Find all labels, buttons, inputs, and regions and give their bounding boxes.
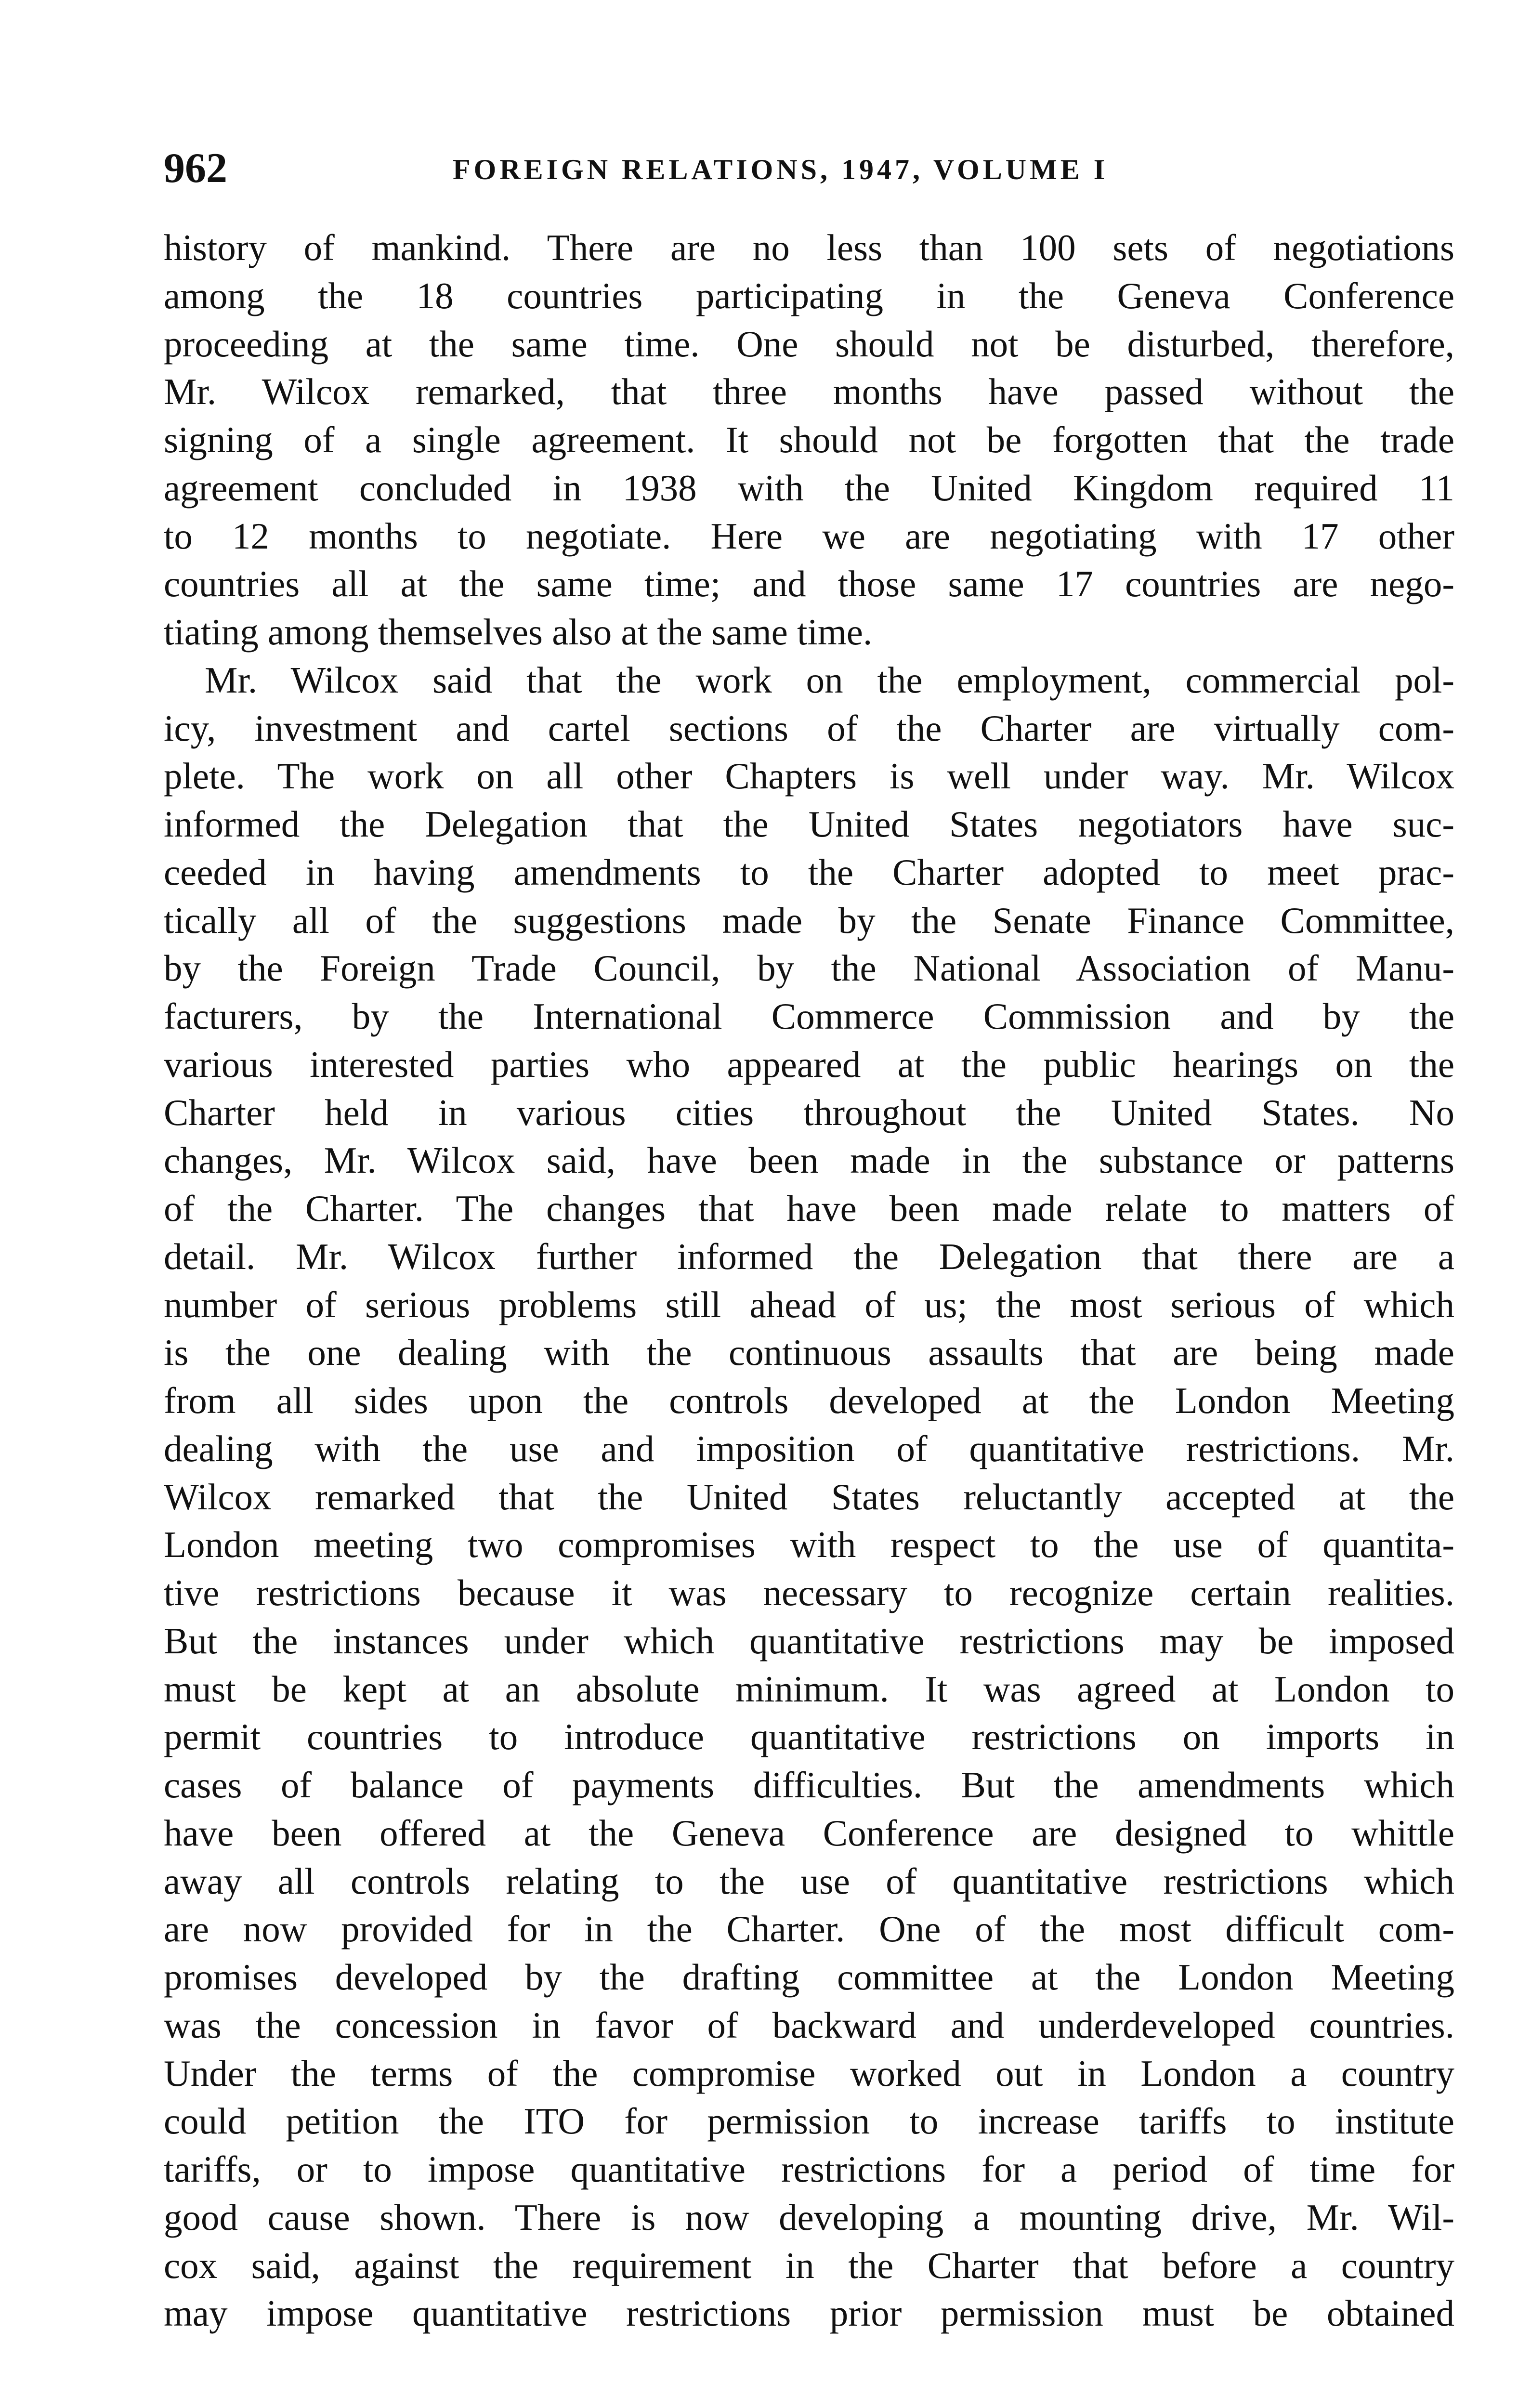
text-line: tariffs, or to impose quantitative restrictions for a period of time for	[164, 2148, 1454, 2190]
text-line: agreement concluded in 1938 with the United Kingdom required 11	[164, 467, 1454, 509]
text-line: various interested parties who appeared at the public hearings on the	[164, 1043, 1454, 1085]
text-line: Mr. Wilcox said that the work on the employment, commercial pol-	[205, 659, 1454, 701]
text-line: Charter held in various cities throughout the United States. No	[164, 1091, 1454, 1133]
text-line: tiating among themselves also at the same time.	[164, 611, 873, 653]
text-line: changes, Mr. Wilcox said, have been made in the substance or patterns	[164, 1139, 1454, 1181]
text-line: signing of a single agreement. It should not be forgotten that the trade	[164, 419, 1454, 460]
page-header	[164, 140, 1454, 197]
text-line: permit countries to introduce quantitative restrictions on imports in	[164, 1716, 1454, 1758]
text-line: among the 18 countries participating in the Geneva Conference	[164, 275, 1454, 316]
text-line: tive restrictions because it was necessary to recognize certain realities.	[164, 1572, 1454, 1613]
text-line: must be kept at an absolute minimum. It was agreed at London to	[164, 1668, 1454, 1710]
body-text	[164, 224, 1454, 2338]
text-line: dealing with the use and imposition of quantitative restrictions. Mr.	[164, 1427, 1454, 1469]
text-line: cases of balance of payments difficulties. But the amendments which	[164, 1764, 1454, 1806]
text-line: is the one dealing with the continuous assaults that are being made	[164, 1332, 1454, 1374]
text-line: may impose quantitative restrictions prior permission must be obtained	[164, 2292, 1454, 2334]
text-line: tically all of the suggestions made by the Senate Finance Committee,	[164, 899, 1454, 941]
text-line: proceeding at the same time. One should not be disturbed, therefore,	[164, 323, 1454, 365]
text-line: of the Charter. The changes that have been made relate to matters of	[164, 1188, 1454, 1229]
text-line: from all sides upon the controls developed at the London Meeting	[164, 1380, 1454, 1421]
text-line: detail. Mr. Wilcox further informed the Delegation that there are a	[164, 1235, 1454, 1277]
text-line: countries all at the same time; and those same 17 countries are nego-	[164, 563, 1454, 605]
text-line: ceeded in having amendments to the Charter adopted to meet prac-	[164, 851, 1454, 893]
text-line: have been offered at the Geneva Conference are designed to whittle	[164, 1812, 1454, 1854]
text-line: cox said, against the requirement in the Charter that before a country	[164, 2244, 1454, 2286]
text-line: good cause shown. There is now developing a mounting drive, Mr. Wil-	[164, 2196, 1454, 2238]
text-line: facturers, by the International Commerce Commission and by the	[164, 995, 1454, 1037]
text-line: icy, investment and cartel sections of the Charter are virtually com-	[164, 707, 1454, 749]
text-line: away all controls relating to the use of quantitative restrictions which	[164, 1860, 1454, 1902]
text-line: But the instances under which quantitative restrictions may be imposed	[164, 1620, 1454, 1662]
text-line: Mr. Wilcox remarked, that three months have passed without the	[164, 371, 1454, 413]
text-line: promises developed by the drafting committee at the London Meeting	[164, 1956, 1454, 1998]
text-line: by the Foreign Trade Council, by the National Association of Manu-	[164, 947, 1454, 989]
text-line: to 12 months to negotiate. Here we are negotiating with 17 other	[164, 515, 1454, 557]
text-line: Under the terms of the compromise worked out in London a country	[164, 2052, 1454, 2094]
running-head: FOREIGN RELATIONS, 1947, VOLUME I	[453, 154, 1109, 185]
text-line: plete. The work on all other Chapters is well under way. Mr. Wilcox	[164, 755, 1454, 797]
text-line: Wilcox remarked that the United States reluctantly accepted at the	[164, 1476, 1454, 1518]
page-number: 962	[164, 145, 227, 192]
paragraph-2	[164, 656, 1454, 2338]
text-line: could petition the ITO for permission to increase tariffs to institute	[164, 2100, 1454, 2142]
paragraph-1	[164, 224, 1454, 656]
text-line: informed the Delegation that the United States negotiators have suc-	[164, 803, 1454, 845]
text-line: was the concession in favor of backward and underdeveloped countries.	[164, 2004, 1454, 2046]
text-line: number of serious problems still ahead of us; the most serious of which	[164, 1283, 1454, 1325]
text-line: are now provided for in the Charter. One of the most difficult com-	[164, 1908, 1454, 1950]
text-line: history of mankind. There are no less than 100 sets of negotiations	[164, 227, 1454, 268]
text-line: London meeting two compromises with respect to the use of quantita-	[164, 1524, 1454, 1566]
